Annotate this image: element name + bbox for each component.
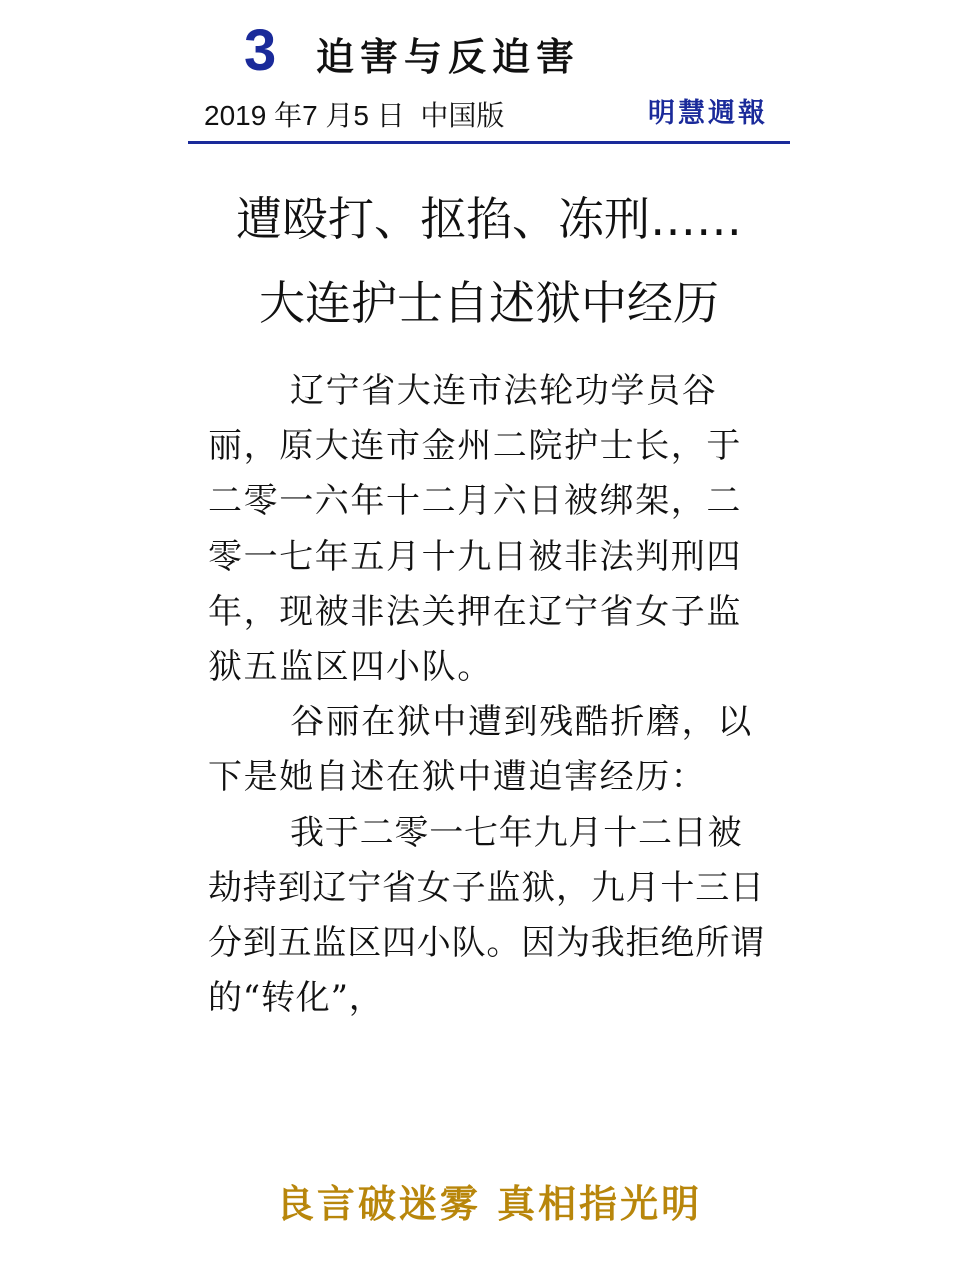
section-title: 迫害与反迫害 bbox=[316, 35, 581, 79]
date-edition: 2019 年7 月5 日 中国版 bbox=[204, 100, 505, 131]
masthead bbox=[188, 18, 790, 146]
page-number: 3 bbox=[244, 18, 277, 83]
header-rule bbox=[188, 141, 790, 144]
headline-line-2: 大连护士自述狱中经历 bbox=[259, 276, 719, 330]
headline-line-1: 遭殴打、抠掐、冻刑…… bbox=[236, 192, 742, 246]
brand-logo: 明慧週報 bbox=[648, 98, 768, 129]
paragraph: 辽宁省大连市法轮功学员谷丽，原大连市金州二院护士长，于二零一六年十二月六日被绑架，二零一七年五月十九日被非法判刑四年，现被非法关押在辽宁省女子监狱五监区四小队。 bbox=[208, 371, 742, 688]
paragraph: 我于二零一七年九月十二日被劫持到辽宁省女子监狱，九月十三日分到五监区四小队。因为我拒绝所谓的“转化”， bbox=[208, 812, 765, 1019]
paragraph: 谷丽在狱中遭到残酷折磨，以下是她自述在狱中遭迫害经历： bbox=[208, 702, 753, 798]
article-body bbox=[208, 364, 768, 1026]
footer-slogan: 良言破迷雾 真相指光明 bbox=[275, 1182, 703, 1226]
